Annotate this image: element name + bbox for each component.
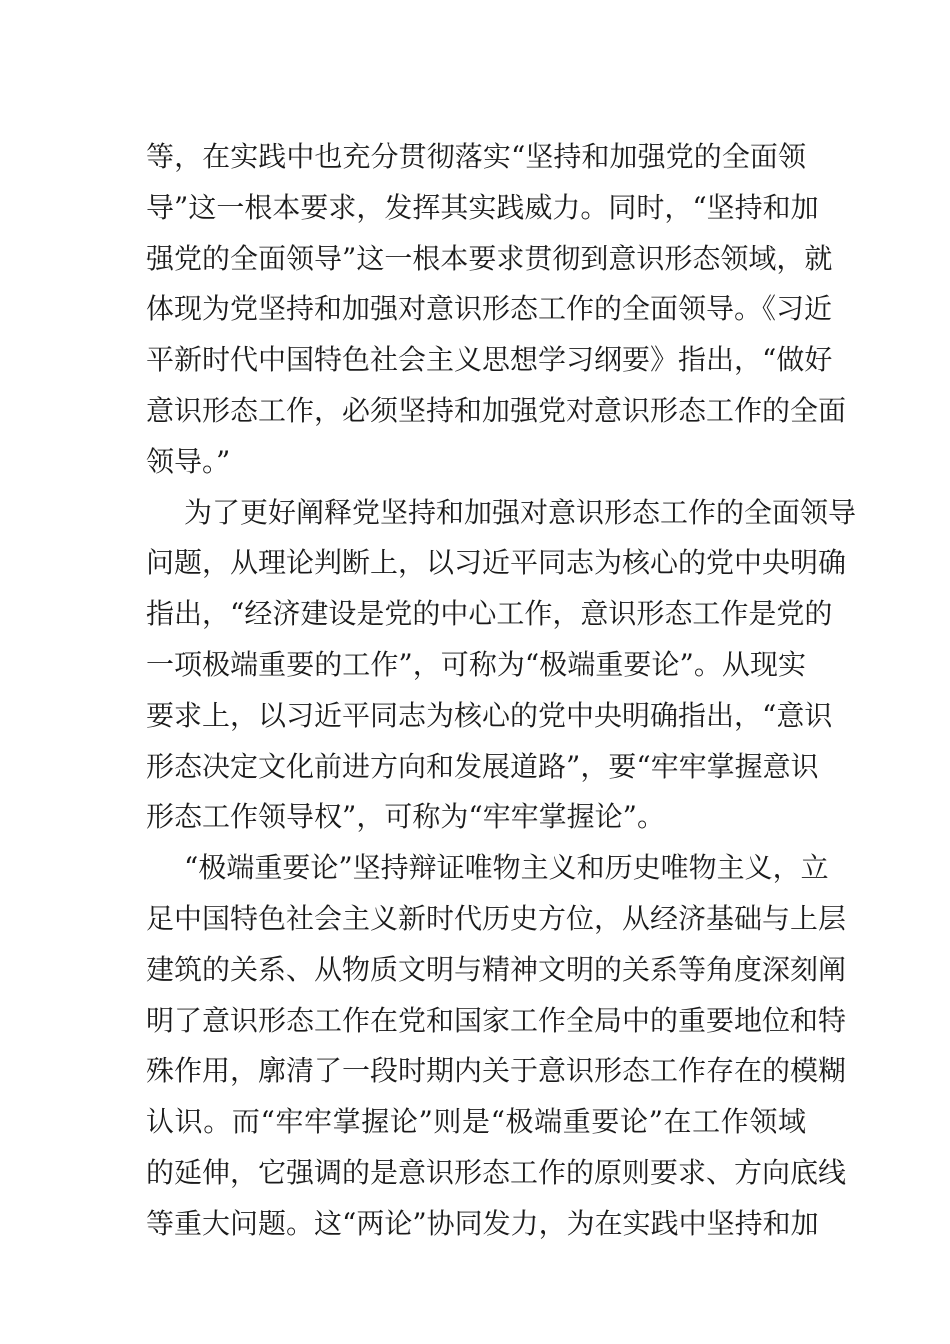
text-line: 要求上，以习近平同志为核心的党中央明确指出，“意识: [146, 698, 833, 732]
text-line: 强党的全面领导”这一根本要求贯彻到意识形态领域，就: [146, 241, 833, 275]
text-line: 一项极端重要的工作”，可称为“极端重要论”。从现实: [146, 647, 806, 681]
paragraph-2: [146, 488, 857, 844]
text-line: 建筑的关系、从物质文明与精神文明的关系等角度深刻阐: [146, 952, 847, 986]
text-line: 平新时代中国特色社会主义思想学习纲要》指出，“做好: [146, 343, 833, 377]
text-line: 指出，“经济建设是党的中心工作，意识形态工作是党的: [146, 597, 833, 631]
text-line: 意识形态工作，必须坚持和加强党对意识形态工作的全面: [146, 393, 847, 427]
body-text: [146, 132, 857, 1250]
text-line: 明了意识形态工作在党和国家工作全局中的重要地位和特: [146, 1003, 847, 1037]
text-line: 殊作用，廓清了一段时期内关于意识形态工作存在的模糊: [146, 1054, 847, 1088]
text-line: “极端重要论”坚持辩证唯物主义和历史唯物主义，立: [184, 851, 829, 885]
text-line: 认识。而“牢牢掌握论”则是“极端重要论”在工作领域: [146, 1105, 806, 1139]
text-line: 的延伸，它强调的是意识形态工作的原则要求、方向底线: [146, 1155, 847, 1189]
paragraph-1: [146, 132, 847, 488]
text-line: 等，在实践中也充分贯彻落实“坚持和加强党的全面领: [146, 140, 806, 173]
text-line: 形态工作领导权”，可称为“牢牢掌握论”。: [146, 800, 665, 834]
text-line: 体现为党坚持和加强对意识形态工作的全面领导。《习近: [146, 292, 833, 326]
text-line: 导”这一根本要求，发挥其实践威力。同时，“坚持和加: [146, 190, 819, 224]
text-line: 形态决定文化前进方向和发展道路”，要“牢牢掌握意识: [146, 749, 819, 783]
text-line: 问题，从理论判断上，以习近平同志为核心的党中央明确: [146, 546, 847, 580]
text-line: 领导。”: [146, 444, 231, 478]
text-line: 足中国特色社会主义新时代历史方位，从经济基础与上层: [146, 901, 847, 935]
paragraph-3: [146, 843, 847, 1249]
text-line: 等重大问题。这“两论”协同发力，为在实践中坚持和加: [146, 1206, 819, 1240]
text-line: 为了更好阐释党坚持和加强对意识形态工作的全面领导: [184, 495, 857, 529]
